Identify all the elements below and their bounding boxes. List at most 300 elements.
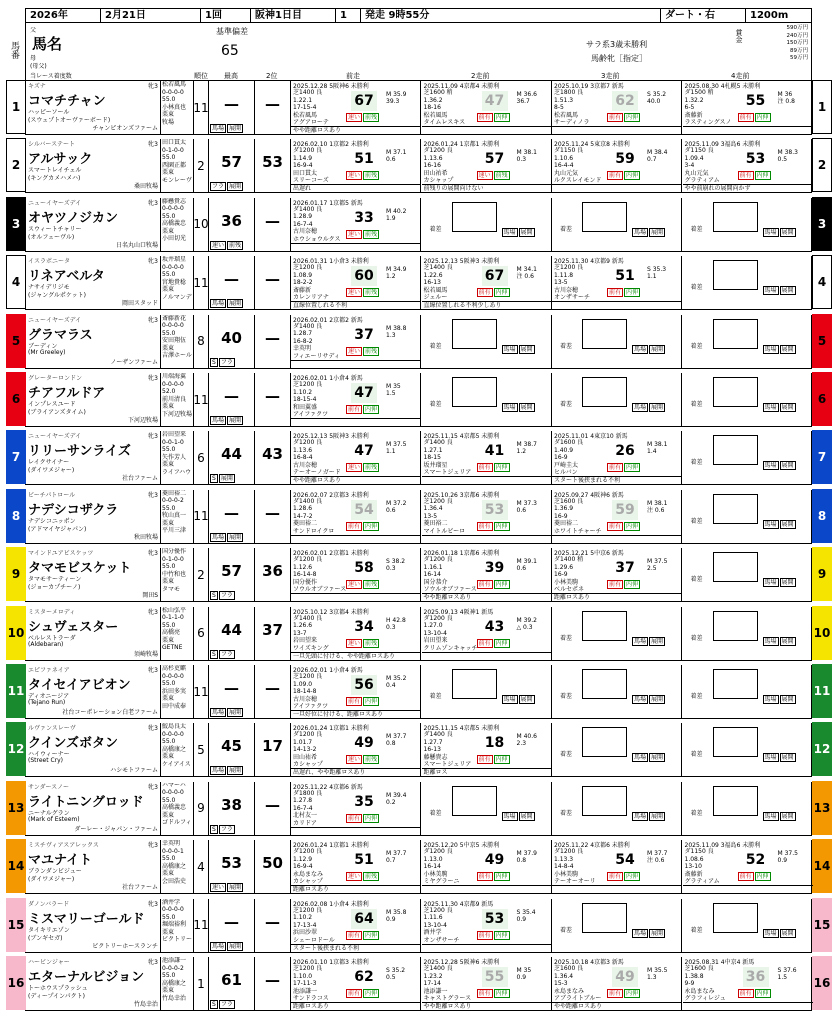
horse-info: [26, 81, 161, 134]
empty-race-box: [713, 552, 758, 582]
jockey-line: GETNE: [162, 644, 183, 652]
past-race-4[interactable]: [683, 315, 813, 368]
horse-dam: ベルレストラーダ: [28, 634, 76, 642]
past-race-2[interactable]: [422, 315, 552, 368]
past-race-1[interactable]: [291, 840, 421, 893]
jockey-line: 栗東: [162, 811, 175, 819]
horse-dam: ナサイデリジモ: [28, 284, 70, 292]
past-race-4[interactable]: [683, 256, 813, 309]
jockey-line: ビクトリー: [162, 936, 193, 944]
race-note: [683, 885, 813, 893]
empty-race-label: 着差: [690, 809, 703, 817]
jockey-line: 栗東: [162, 403, 175, 410]
horse-sex-age: 牝3: [148, 783, 158, 791]
past-race-2[interactable]: [422, 139, 552, 192]
past-race-2[interactable]: [422, 198, 552, 251]
race-tag: 前残: [365, 581, 378, 589]
jockey-line: 吉澤ホール: [162, 352, 192, 360]
past-race-4[interactable]: [683, 431, 813, 484]
rating-tags: [210, 942, 243, 951]
best-rating: [209, 431, 255, 484]
race-tag: 前残: [365, 289, 378, 297]
horse-row[interactable]: [7, 781, 831, 836]
horse-number-badge: 9: [6, 547, 26, 601]
jockey-line: 栗東: [162, 227, 175, 235]
race-note: やや距離ロスあり: [552, 1002, 681, 1010]
jockey-info: [161, 139, 194, 192]
jockey-line: 栗東: [162, 169, 175, 177]
horse-name[interactable]: グラマラス: [28, 327, 93, 343]
horse-row[interactable]: [7, 665, 831, 719]
rating-tag: 展開: [220, 475, 233, 483]
past-race-2[interactable]: [422, 782, 552, 835]
horse-info: [26, 490, 161, 543]
horse-damsire: (Mark of Esteem): [28, 815, 80, 823]
race-tag: 展開: [520, 696, 533, 703]
horse-owner: チャンピオンズファーム: [92, 125, 158, 132]
horse-row[interactable]: [11, 81, 827, 135]
horse-row[interactable]: [11, 197, 827, 252]
jockey-info: [161, 431, 194, 484]
horse-name[interactable]: クインズボタン: [28, 736, 118, 752]
horse-number-badge: 11: [812, 664, 832, 718]
col-r3: 3走前: [601, 72, 620, 80]
rating-tag: S: [212, 475, 216, 483]
past-race-4[interactable]: [683, 840, 813, 893]
prize-1: 590万円: [786, 25, 808, 31]
rating-tags: [210, 241, 243, 250]
past-race-1[interactable]: [291, 723, 421, 776]
best-value: 61: [221, 971, 242, 989]
horse-row[interactable]: [11, 431, 827, 485]
jockey-line: ライフハウ: [162, 468, 192, 476]
race-head: 2025.08.31 4中京4 新馬: [684, 959, 755, 966]
race-stat: M 40.6 2.3: [516, 733, 537, 748]
race-tag: 内伸: [365, 814, 378, 822]
second-rating: [255, 607, 291, 660]
race-tag: 展開: [781, 579, 794, 587]
race-note: 一旦好位に付ける、距離ロスあり: [291, 710, 420, 718]
race-note: [291, 243, 420, 251]
second-value: 36: [262, 562, 283, 581]
horse-damsire: (Street Cry): [28, 757, 64, 765]
race-head: 2025.11.01 4東京10 新馬: [554, 433, 628, 441]
race-tag: 内伸: [626, 464, 639, 472]
horse-dam: ハイウィーナー: [28, 751, 70, 759]
race-stat: S 37.6 1.5: [777, 967, 797, 981]
past-race-4[interactable]: [683, 957, 813, 1010]
horse-sire: ミスターメロディ: [28, 608, 76, 616]
past-race-3[interactable]: [552, 139, 682, 192]
jockey-line: 0-0-0-0: [162, 906, 184, 914]
past-race-1[interactable]: [291, 957, 421, 1010]
empty-race-tags: [502, 812, 535, 821]
jockey-line: 菱田裕二: [162, 489, 187, 497]
race-detail: ダ1200 良 1.01.7 14-13-2 田山祐希 カシャップ: [293, 731, 323, 769]
horse-name[interactable]: ミスマリーゴールド: [28, 911, 145, 927]
rank-order: 6: [194, 431, 209, 484]
past-race-1[interactable]: [291, 139, 421, 192]
horse-name[interactable]: タイセイアビオン: [28, 678, 131, 693]
race-stat: M 38.3 0.5: [777, 149, 798, 164]
horse-row[interactable]: [7, 606, 831, 661]
race-tags: [477, 522, 510, 531]
jockey-line: 55.0: [162, 504, 176, 512]
past-race-3[interactable]: [552, 782, 682, 835]
race-rating: 53: [482, 500, 508, 520]
race-head: 2025.11.22 4京都6 未勝利: [554, 842, 630, 850]
past-race-4[interactable]: [683, 723, 813, 776]
past-race-3[interactable]: [552, 315, 682, 368]
race-detail: ダ1200 良 1.27.0 13-10-4 岩田望来 クリムゾンキャッチ: [423, 614, 478, 652]
jockey-line: 0-0-0-0: [162, 205, 184, 213]
second-rating: [255, 81, 291, 134]
past-race-4[interactable]: [683, 548, 813, 601]
horse-damsire: (ジョーカプチーノ): [28, 584, 81, 592]
horse-owner: 須崎牧場: [133, 650, 158, 658]
horse-sex-age: 牝3: [148, 959, 158, 966]
horse-name[interactable]: リリーサンライズ: [28, 444, 131, 460]
race-tags: [346, 463, 379, 472]
race-rating: 26: [615, 443, 635, 460]
empty-race-tags: [763, 461, 796, 470]
race-stat: M 37.7 0.8: [386, 733, 407, 748]
race-tags: [346, 288, 379, 297]
horse-damsire: (ブンギセガ): [28, 934, 63, 942]
race-tags: [477, 288, 510, 297]
race-tag: 馬場: [764, 929, 777, 937]
past-race-4[interactable]: [683, 665, 813, 718]
race-tag: 前有: [609, 522, 622, 530]
past-race-2[interactable]: [422, 548, 552, 601]
horse-name[interactable]: コマチチャン: [28, 94, 106, 109]
past-race-1[interactable]: [291, 81, 421, 134]
race-stat: M 36 注 0.8: [777, 91, 795, 105]
race-tag: 馬場: [634, 696, 647, 703]
best-rating: [209, 139, 255, 192]
past-race-1[interactable]: [291, 315, 421, 368]
past-race-2[interactable]: [422, 256, 552, 309]
col-dam: 母: [30, 55, 37, 62]
past-race-4[interactable]: [683, 198, 813, 251]
empty-race-tags: [632, 812, 665, 821]
race-head: 2025.12.20 5中京5 未勝利: [423, 842, 500, 850]
race-tag: 馬場: [764, 520, 777, 528]
empty-race-box: [713, 669, 758, 699]
horse-sex-age: 牝3: [148, 375, 158, 382]
race-tags: [477, 639, 510, 648]
past-race-4[interactable]: [683, 139, 813, 192]
horse-row[interactable]: [7, 898, 831, 953]
past-race-4[interactable]: [683, 81, 813, 134]
horse-number-badge: 6: [6, 372, 26, 426]
race-rating: 62: [354, 969, 374, 985]
past-race-2[interactable]: [422, 840, 552, 893]
jockey-line: 平川三津: [162, 527, 187, 535]
race-tag: 内伸: [495, 990, 508, 997]
horse-row[interactable]: [7, 840, 831, 894]
horse-name[interactable]: タマモビスケット: [28, 561, 132, 577]
race-stat: S 38.2 0.3: [386, 558, 406, 573]
race-tag: 馬場: [634, 404, 647, 411]
past-race-1[interactable]: [291, 607, 421, 660]
past-race-1[interactable]: [291, 490, 421, 543]
race-head: 2025.11.30 4京都9 新馬: [554, 258, 624, 266]
race-note: やや距離ロスあり: [422, 1002, 551, 1010]
jockey-line: 栗東: [162, 695, 175, 702]
race-rating: 47: [482, 91, 508, 111]
past-race-3[interactable]: [552, 548, 682, 601]
past-race-3[interactable]: [552, 607, 682, 660]
past-race-1[interactable]: [291, 431, 421, 484]
past-race-1[interactable]: [291, 198, 421, 251]
horse-number-badge: 7: [812, 430, 832, 484]
past-race-3[interactable]: [552, 490, 682, 543]
jockey-line: 矢作芳人: [162, 453, 187, 461]
race-head: 2026.02.10 1京都2 未勝利: [293, 141, 369, 149]
race-note: [552, 301, 681, 309]
empty-race-label: 着差: [690, 517, 703, 525]
horse-row[interactable]: [11, 314, 827, 369]
race-head: 2025.09.13 4阪神1 新馬: [423, 608, 494, 616]
horse-owner: 岡田S: [142, 592, 158, 600]
col-best: 最高: [224, 72, 238, 80]
race-rating: 60: [351, 266, 377, 286]
past-race-1[interactable]: [291, 782, 421, 835]
past-race-3[interactable]: [552, 723, 682, 776]
jockey-line: 55.0: [162, 563, 176, 571]
race-tags: [477, 463, 510, 472]
jockey-line: 55.0: [162, 212, 176, 220]
race-rating: 34: [354, 618, 374, 635]
horse-row[interactable]: [11, 256, 827, 310]
race-tags: [477, 989, 510, 998]
past-race-4[interactable]: [683, 607, 813, 660]
race-tag: 展開: [781, 696, 794, 703]
horse-dam: ハッピーソール: [28, 109, 70, 116]
empty-race-label: 着差: [690, 576, 703, 584]
race-tag: 前有: [348, 522, 361, 530]
past-race-3[interactable]: [552, 431, 682, 484]
past-race-3[interactable]: [552, 256, 682, 309]
past-race-2[interactable]: [422, 665, 552, 718]
race-detail: ダ1200 良 1.16.1 16-14 国分恭介 ソウルオブファース: [423, 556, 477, 594]
race-tag: 展開: [520, 812, 533, 820]
horse-number-badge: 13: [6, 781, 26, 835]
second-rating: [255, 256, 291, 309]
horse-row[interactable]: [11, 373, 827, 427]
horse-owner: 秋田牧場: [133, 533, 158, 541]
race-tag: 速い: [348, 114, 361, 121]
race-tag: 速い: [348, 172, 361, 180]
horse-name[interactable]: マユナイト: [28, 853, 93, 869]
race-rating: 55: [482, 967, 508, 987]
horse-name[interactable]: ライトニングロッド: [28, 794, 144, 810]
horse-row[interactable]: [11, 139, 827, 193]
past-race-4[interactable]: [683, 490, 813, 543]
race-tags: [346, 113, 379, 122]
horse-sex-age: 牝3: [148, 900, 158, 908]
race-stat: M 37.5 1.1: [386, 441, 407, 456]
horse-name[interactable]: シュヴェスター: [28, 619, 119, 635]
best-rating: [209, 198, 255, 251]
past-race-2[interactable]: [422, 723, 552, 776]
horse-row[interactable]: [11, 489, 827, 544]
race-tag: 馬場: [634, 929, 647, 937]
past-race-3[interactable]: [552, 840, 682, 893]
race-note: [683, 126, 813, 134]
rating-tag: フラ: [220, 650, 233, 658]
race-tag: 前有: [478, 289, 491, 297]
past-race-2[interactable]: [422, 431, 552, 484]
best-rating: [209, 81, 255, 134]
empty-race-tags: [632, 929, 665, 938]
horse-number-badge: 3: [6, 197, 26, 251]
jockey-line: 0-0-0-0: [162, 380, 184, 388]
col-r1: 前走: [346, 72, 360, 80]
jockey-line: 国分優作: [162, 548, 187, 556]
jockey-line: 55.0: [162, 855, 176, 863]
rank-order: 4: [194, 840, 209, 893]
horse-name[interactable]: オヤツノジカン: [28, 210, 118, 226]
horse-name[interactable]: チアフルドア: [28, 386, 106, 401]
race-tag: 馬場: [764, 637, 777, 645]
rank-order: 6: [194, 607, 209, 660]
horse-dam: タマモサーティーン: [28, 576, 82, 584]
second-value: —: [265, 912, 280, 931]
second-value: 37: [262, 620, 283, 639]
past-race-3[interactable]: [552, 81, 682, 134]
rank-order: 1: [194, 957, 209, 1010]
past-race-2[interactable]: [422, 490, 552, 543]
past-race-1[interactable]: [291, 256, 421, 309]
race-rating: 56: [351, 675, 377, 695]
second-value: —: [265, 971, 280, 989]
race-tags: [346, 230, 379, 239]
rating-tags: [210, 182, 243, 191]
horse-owner: ビクトリーホースランチ: [92, 942, 158, 950]
second-rating: [255, 840, 291, 893]
horse-row[interactable]: [7, 957, 831, 1011]
horse-sex-age: 牝3: [148, 433, 158, 441]
jockey-line: 55.0: [162, 271, 176, 279]
race-rating: 49: [484, 852, 505, 869]
jockey-line: 前川清良: [162, 395, 187, 403]
past-race-2[interactable]: [422, 899, 552, 952]
race-head: 2025.12.28 5阪神6 未勝利: [423, 959, 500, 966]
race-tags: [477, 872, 510, 881]
race-stat: M 38.1 0.3: [516, 149, 537, 164]
prize-3: 150万円: [786, 40, 808, 46]
past-race-3[interactable]: [552, 198, 682, 251]
past-race-4[interactable]: [683, 782, 813, 835]
horse-dam: トーホウスプラッシュ: [28, 985, 88, 992]
prize-5: 59万円: [790, 55, 808, 61]
jockey-line: 堀端裕利: [162, 921, 187, 929]
race-tags: [607, 113, 640, 122]
race-rating: 67: [482, 266, 508, 286]
jockey-line: 52.0: [162, 388, 176, 395]
race-detail: ダ1200 良 1.12.6 16-14-8 国分優作 ソウルオブファース: [293, 556, 347, 594]
empty-race-tags: [502, 228, 535, 237]
race-start-time: 発走 9時55分: [361, 9, 661, 22]
past-race-2[interactable]: [422, 957, 552, 1010]
race-tag: 前有: [609, 114, 622, 121]
rank-order: 11: [194, 665, 209, 718]
horse-info: [26, 315, 161, 368]
horse-name[interactable]: ナデシコザクラ: [28, 502, 119, 518]
race-detail: 芝1800 良 1.51.3 8-5 松若風馬 サーディノラ: [554, 89, 590, 126]
jockey-line: 高杉吏麒: [162, 665, 187, 672]
rating-tag: S: [212, 825, 216, 833]
past-race-3[interactable]: [552, 899, 682, 952]
race-stat: M 38.4 0.7: [647, 149, 668, 164]
second-rating: [255, 431, 291, 484]
jockey-info: [161, 315, 194, 368]
race-head: 2025.08.30 4札幌5 未勝利: [684, 83, 761, 90]
horse-number-badge: 15: [6, 898, 26, 952]
past-race-1[interactable]: [291, 548, 421, 601]
race-condition-2: 馬齢牝［指定］: [591, 54, 647, 63]
past-race-1[interactable]: [291, 373, 421, 426]
past-race-3[interactable]: [552, 957, 682, 1010]
past-race-2[interactable]: [422, 607, 552, 660]
horse-name[interactable]: リネアベルタ: [28, 269, 105, 285]
race-tag: 内伸: [495, 289, 508, 297]
empty-race-tags: [763, 695, 796, 704]
horse-row[interactable]: [11, 548, 827, 602]
race-tag: 馬場: [503, 404, 516, 411]
race-stat: M 34.1 注 0.6: [516, 266, 537, 281]
race-note: [422, 535, 551, 543]
horse-sire: キズナ: [28, 83, 46, 90]
race-stat: M 35 0.9: [516, 967, 532, 981]
race-tag: 馬場: [503, 228, 516, 236]
horse-number-badge: 5: [6, 314, 26, 368]
horse-name[interactable]: エターナルビジョン: [28, 970, 145, 985]
jockey-info: [161, 607, 194, 660]
race-detail: 芝1600 良 1.36.4 15-3 永島まなみ アブライトブルー: [554, 965, 602, 1002]
empty-race-tags: [763, 637, 796, 646]
best-value: 36: [221, 211, 242, 230]
past-race-3[interactable]: [552, 665, 682, 718]
race-tag: 前残: [365, 114, 378, 121]
past-race-1[interactable]: [291, 899, 421, 952]
second-value: 43: [262, 445, 283, 464]
empty-race-label: 着差: [429, 809, 442, 817]
jockey-line: 0-0-0-0: [162, 730, 184, 738]
race-rating: 57: [484, 151, 505, 168]
race-stat: M 37.5 0.9: [777, 850, 798, 865]
race-stat: M 35.2 0.4: [386, 675, 407, 689]
past-race-2[interactable]: [422, 81, 552, 134]
race-note: [422, 126, 551, 134]
past-race-4[interactable]: [683, 899, 813, 952]
horse-name[interactable]: アルサック: [28, 152, 93, 168]
jockey-line: 栗東: [162, 636, 175, 644]
race-stat: M 35.9 39.3: [386, 91, 407, 105]
race-tag: 前有: [348, 406, 361, 413]
past-race-2[interactable]: [422, 373, 552, 426]
past-race-3[interactable]: [552, 373, 682, 426]
horse-sire: ルヴァンスレーヴ: [28, 725, 76, 733]
horse-sex-age: 牝3: [148, 667, 158, 674]
past-race-4[interactable]: [683, 373, 813, 426]
past-race-1[interactable]: [291, 665, 421, 718]
horse-row[interactable]: [7, 723, 831, 777]
race-head: 2025.12.13 5阪神3 未勝利: [423, 258, 500, 266]
race-head: 2025.11.15 4京都5 未勝利: [423, 433, 500, 441]
